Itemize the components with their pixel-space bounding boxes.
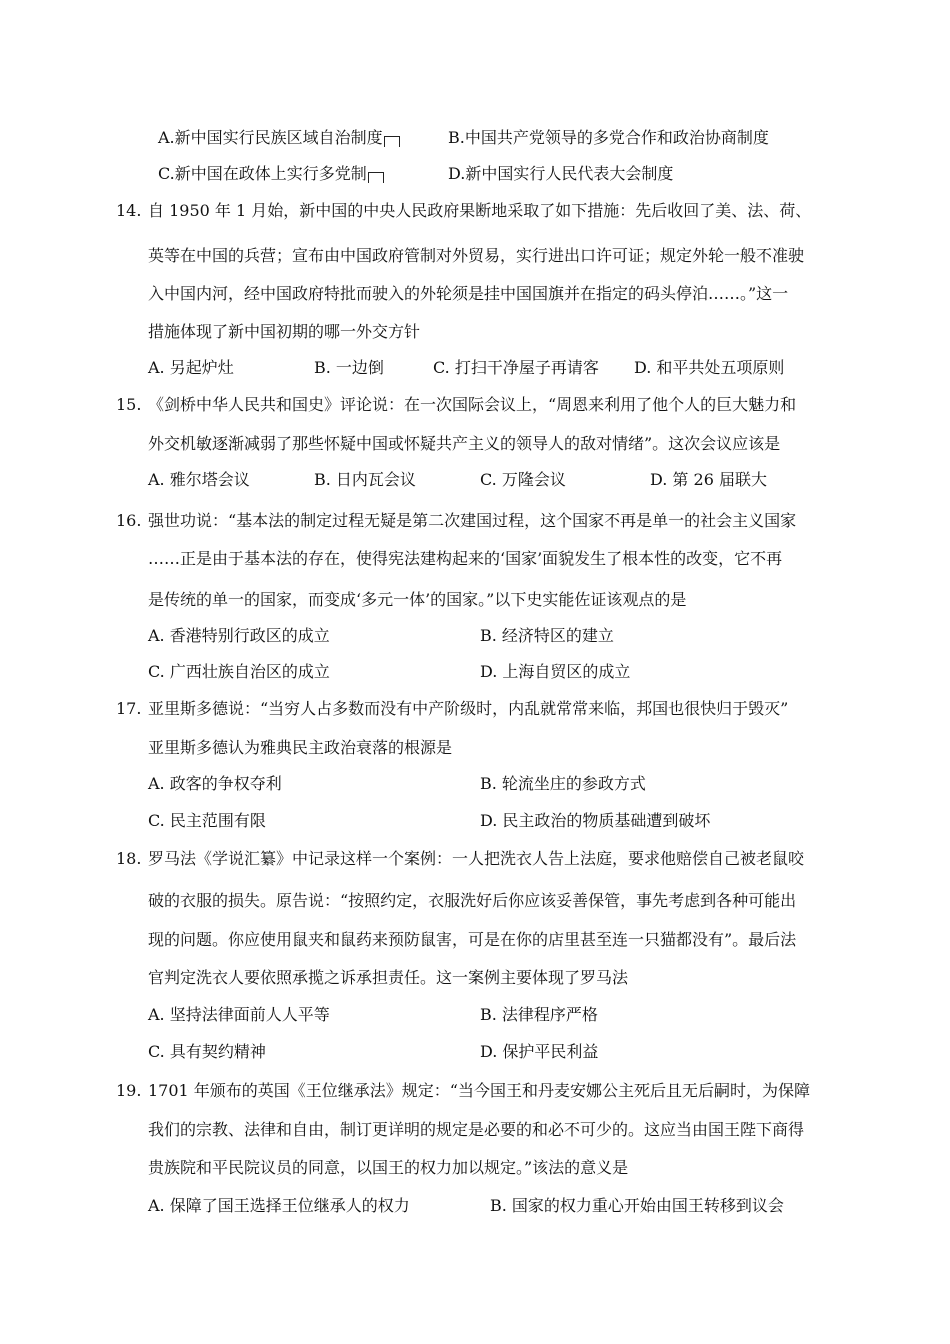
q15-option-c: C. 万隆会议 [480, 470, 566, 489]
q15-option-d: D. 第 26 届联大 [650, 470, 767, 489]
q16-option-b: B. 经济特区的建立 [480, 626, 614, 645]
q14-option-a: A. 另起炉灶 [148, 358, 234, 377]
edit-mark-icon [384, 136, 400, 147]
q14-option-d: D. 和平共处五项原则 [634, 358, 785, 377]
question-number: 19. [116, 1081, 142, 1100]
q17-option-b: B. 轮流坐庄的参政方式 [480, 774, 646, 793]
q17-option-d: D. 民主政治的物质基础遭到破坏 [480, 811, 711, 830]
q15-option-a: A. 雅尔塔会议 [148, 470, 250, 489]
question-number: 14. [116, 201, 142, 220]
q13-option-a [158, 127, 400, 149]
question-text-line: 外交机敏逐渐减弱了那些怀疑中国或怀疑共产主义的领导人的敌对情绪”。这次会议应该是 [148, 434, 781, 453]
q13-option-c-text: C.新中国在政体上实行多党制 [158, 164, 367, 183]
q18-option-c: C. 具有契约精神 [148, 1042, 266, 1061]
question-text-line: 强世功说：“基本法的制定过程无疑是第二次建国过程，这个国家不再是单一的社会主义国家 [148, 511, 797, 530]
question-text-line: 官判定洗衣人要依照承揽之诉承担责任。这一案例主要体现了罗马法 [148, 968, 629, 987]
question-number: 17. [116, 699, 142, 718]
q13-option-b: B.中国共产党领导的多党合作和政治协商制度 [448, 128, 769, 147]
q15-option-b: B. 日内瓦会议 [314, 470, 416, 489]
question-text-line: 《剑桥中华人民共和国史》评论说：在一次国际会议上，“周恩来利用了他个人的巨大魅力和 [148, 395, 797, 414]
question-text-line: 贵族院和平民院议员的同意，以国王的权力加以规定。”该法的意义是 [148, 1158, 629, 1177]
question-text-line: 英等在中国的兵营；宣布由中国政府管制对外贸易，实行进出口许可证；规定外轮一般不准驶 [148, 246, 805, 265]
q16-option-d: D. 上海自贸区的成立 [480, 662, 631, 681]
q19-option-b: B. 国家的权力重心开始由国王转移到议会 [490, 1196, 784, 1215]
question-text-line: 入中国内河，经中国政府特批而驶入的外轮须是挂中国国旗并在指定的码头停泊……。”这一 [148, 284, 789, 303]
q18-option-a: A. 坚持法律面前人人平等 [148, 1005, 330, 1024]
q13-option-a-text: A.新中国实行民族区域自治制度 [158, 128, 383, 147]
question-text-line: 自 1950 年 1 月始，新中国的中央人民政府果断地采取了如下措施：先后收回了美、法、荷、 [148, 201, 812, 220]
q18-option-b: B. 法律程序严格 [480, 1005, 598, 1024]
q18-option-d: D. 保护平民利益 [480, 1042, 599, 1061]
question-text-line: 罗马法《学说汇纂》中记录这样一个案例：一人把洗衣人告上法庭，要求他赔偿自己被老鼠咬 [148, 849, 805, 868]
question-text-line: 破的衣服的损失。原告说：“按照约定，衣服洗好后你应该妥善保管，事先考虑到各种可能出 [148, 891, 797, 910]
question-text-line: 1701 年颁布的英国《王位继承法》规定：“当今国王和丹麦安娜公主死后且无后嗣时，为保障 [148, 1081, 810, 1100]
question-number: 15. [116, 395, 142, 414]
q16-option-c: C. 广西壮族自治区的成立 [148, 662, 330, 681]
q17-option-a: A. 政客的争权夺利 [148, 774, 282, 793]
question-text-line: 亚里斯多德认为雅典民主政治衰落的根源是 [148, 738, 453, 757]
question-text-line: 是传统的单一的国家，而变成‘多元一体’的国家。”以下史实能佐证该观点的是 [148, 590, 687, 609]
q16-option-a: A. 香港特别行政区的成立 [148, 626, 330, 645]
q13-option-c [158, 163, 384, 185]
q13-option-d: D.新中国实行人民代表大会制度 [448, 164, 674, 183]
question-text-line: 我们的宗教、法律和自由，制订更详明的规定是必要的和必不可少的。这应当由国王陛下商得 [148, 1120, 805, 1139]
q17-option-c: C. 民主范围有限 [148, 811, 266, 830]
question-number: 18. [116, 849, 142, 868]
question-text-line: ……正是由于基本法的存在，使得宪法建构起来的‘国家’面貌发生了根本性的改变，它不再 [148, 549, 783, 568]
question-text-line: 亚里斯多德说：“当穷人占多数而没有中产阶级时，内乱就常常来临，邦国也很快归于毁灭” [148, 699, 789, 718]
q19-option-a: A. 保障了国王选择王位继承人的权力 [148, 1196, 410, 1215]
question-text-line: 措施体现了新中国初期的哪一外交方针 [148, 322, 421, 341]
edit-mark-icon [368, 172, 384, 183]
question-number: 16. [116, 511, 142, 530]
q14-option-c: C. 打扫干净屋子再请客 [433, 358, 599, 377]
q14-option-b: B. 一边倒 [314, 358, 384, 377]
question-text-line: 现的问题。你应使用鼠夹和鼠药来预防鼠害，可是在你的店里甚至连一只猫都没有”。最后法 [148, 930, 797, 949]
